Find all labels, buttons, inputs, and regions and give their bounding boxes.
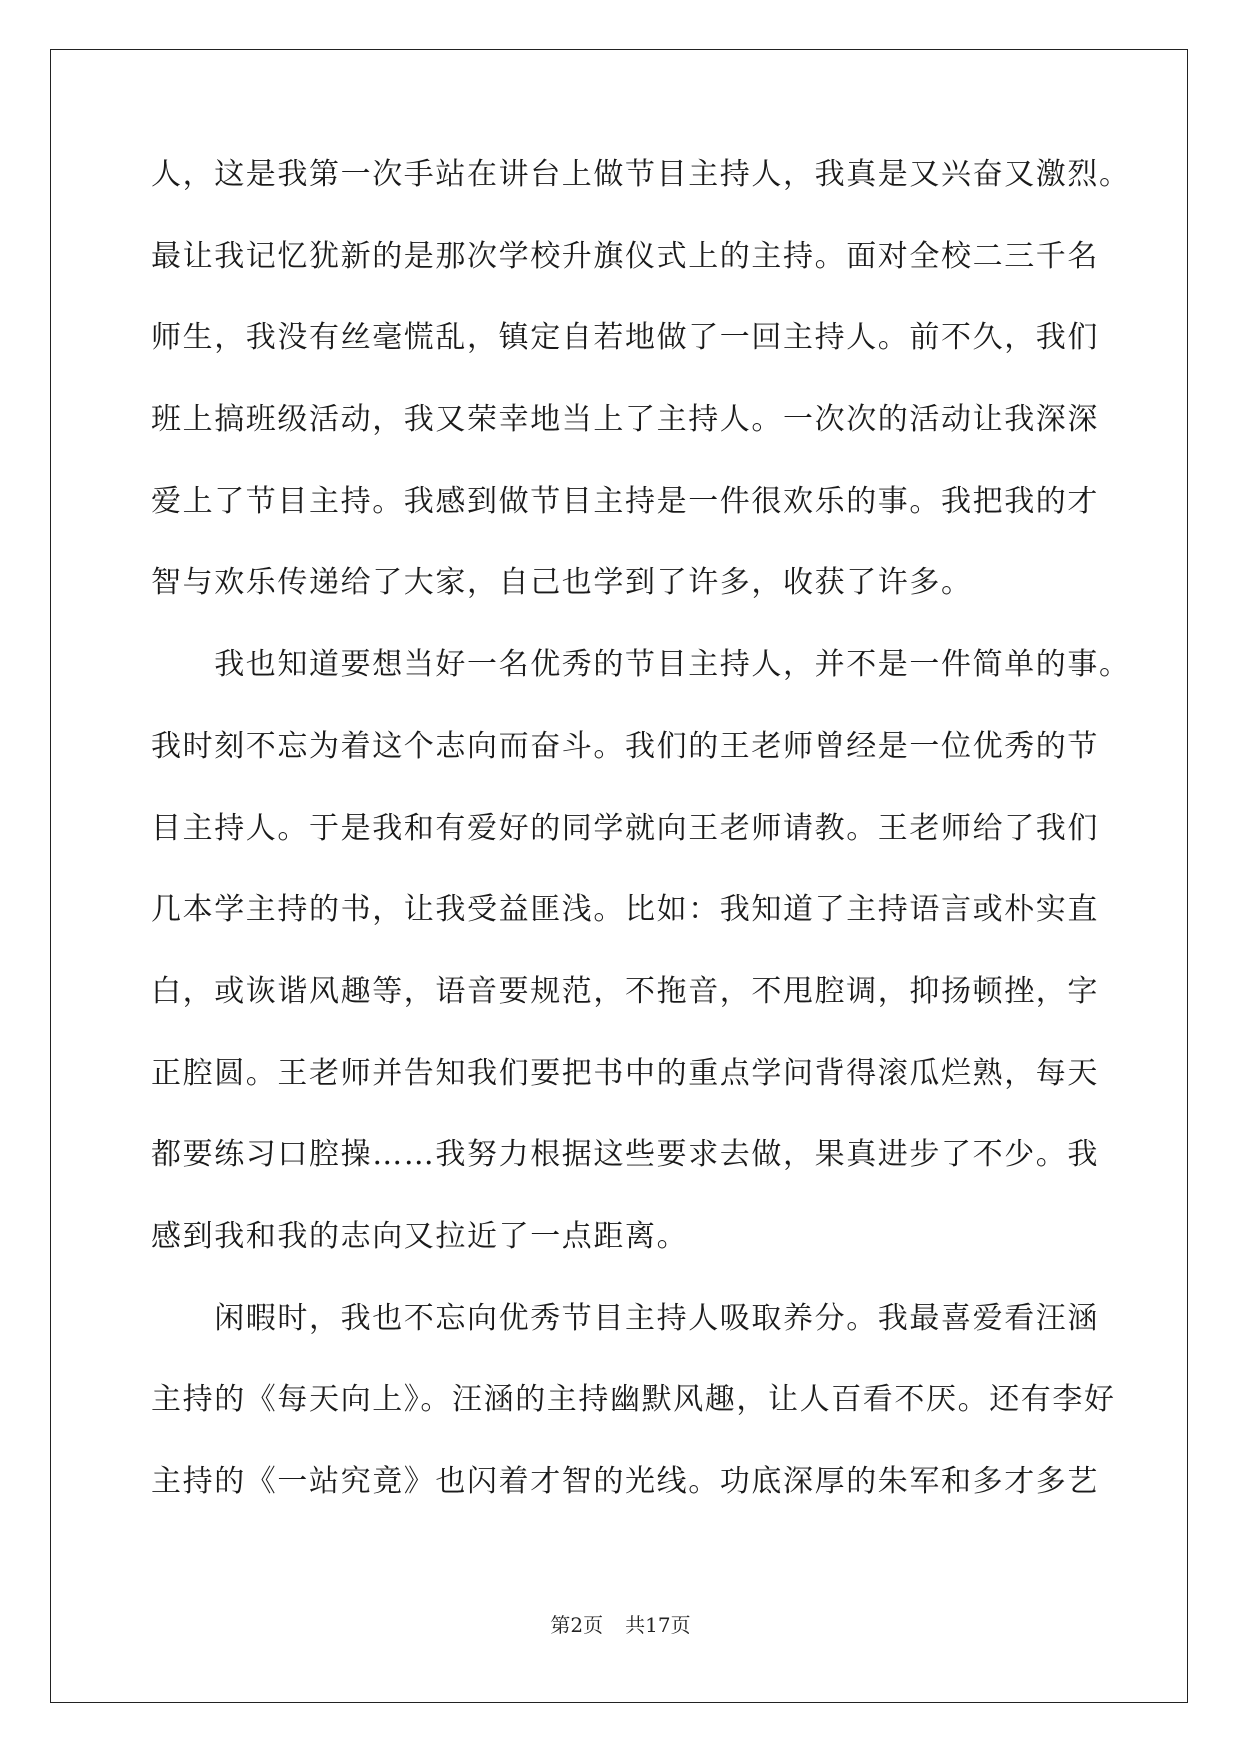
text-line: 目主持人。于是我和有爱好的同学就向王老师请教。王老师给了我们	[151, 810, 1099, 846]
text-line: 人，这是我第一次手站在讲台上做节目主持人，我真是又兴奋又激烈。	[151, 157, 1131, 192]
text-line: 我时刻不忘为着这个志向而奋斗。我们的王老师曾经是一位优秀的节	[151, 728, 1099, 764]
text-line: 几本学主持的书，让我受益匪浅。比如：我知道了主持语言或朴实直	[151, 892, 1099, 928]
text-line: 白，或诙谐风趣等，语音要规范，不拖音，不甩腔调，抑扬顿挫，字	[151, 973, 1099, 1009]
text-line: 最让我记忆犹新的是那次学校升旗仪式上的主持。面对全校二三千名	[151, 238, 1099, 274]
text-line: 师生，我没有丝毫慌乱，镇定自若地做了一回主持人。前不久，我们	[151, 320, 1099, 356]
text-line: 爱上了节目主持。我感到做节目主持是一件很欢乐的事。我把我的才	[151, 483, 1099, 519]
page-total: 共17页	[625, 1613, 691, 1637]
text-line: 正腔圆。王老师并告知我们要把书中的重点学问背得滚瓜烂熟，每天	[151, 1055, 1099, 1091]
text-line: 班上搞班级活动，我又荣幸地当上了主持人。一次次的活动让我深深	[151, 402, 1099, 438]
text-line: 主持的《一站究竟》也闪着才智的光线。功底深厚的朱军和多才多艺	[151, 1464, 1099, 1499]
text-line: 我也知道要想当好一名优秀的节目主持人，并不是一件简单的事。	[151, 647, 1131, 683]
text-line: 主持的《每天向上》。汪涵的主持幽默风趣，让人百看不厌。还有李好	[151, 1382, 1116, 1418]
document-body	[151, 155, 1131, 1544]
page-footer	[0, 1609, 1241, 1638]
text-line: 闲暇时，我也不忘向优秀节目主持人吸取养分。我最喜爱看汪涵	[151, 1300, 1099, 1336]
page-number: 第2页	[550, 1613, 604, 1637]
text-line: 智与欢乐传递给了大家，自己也学到了许多，收获了许多。	[151, 565, 973, 601]
text-line: 都要练习口腔操……我努力根据这些要求去做，果真进步了不少。我	[151, 1137, 1099, 1173]
text-line: 感到我和我的志向又拉近了一点距离。	[151, 1218, 689, 1254]
